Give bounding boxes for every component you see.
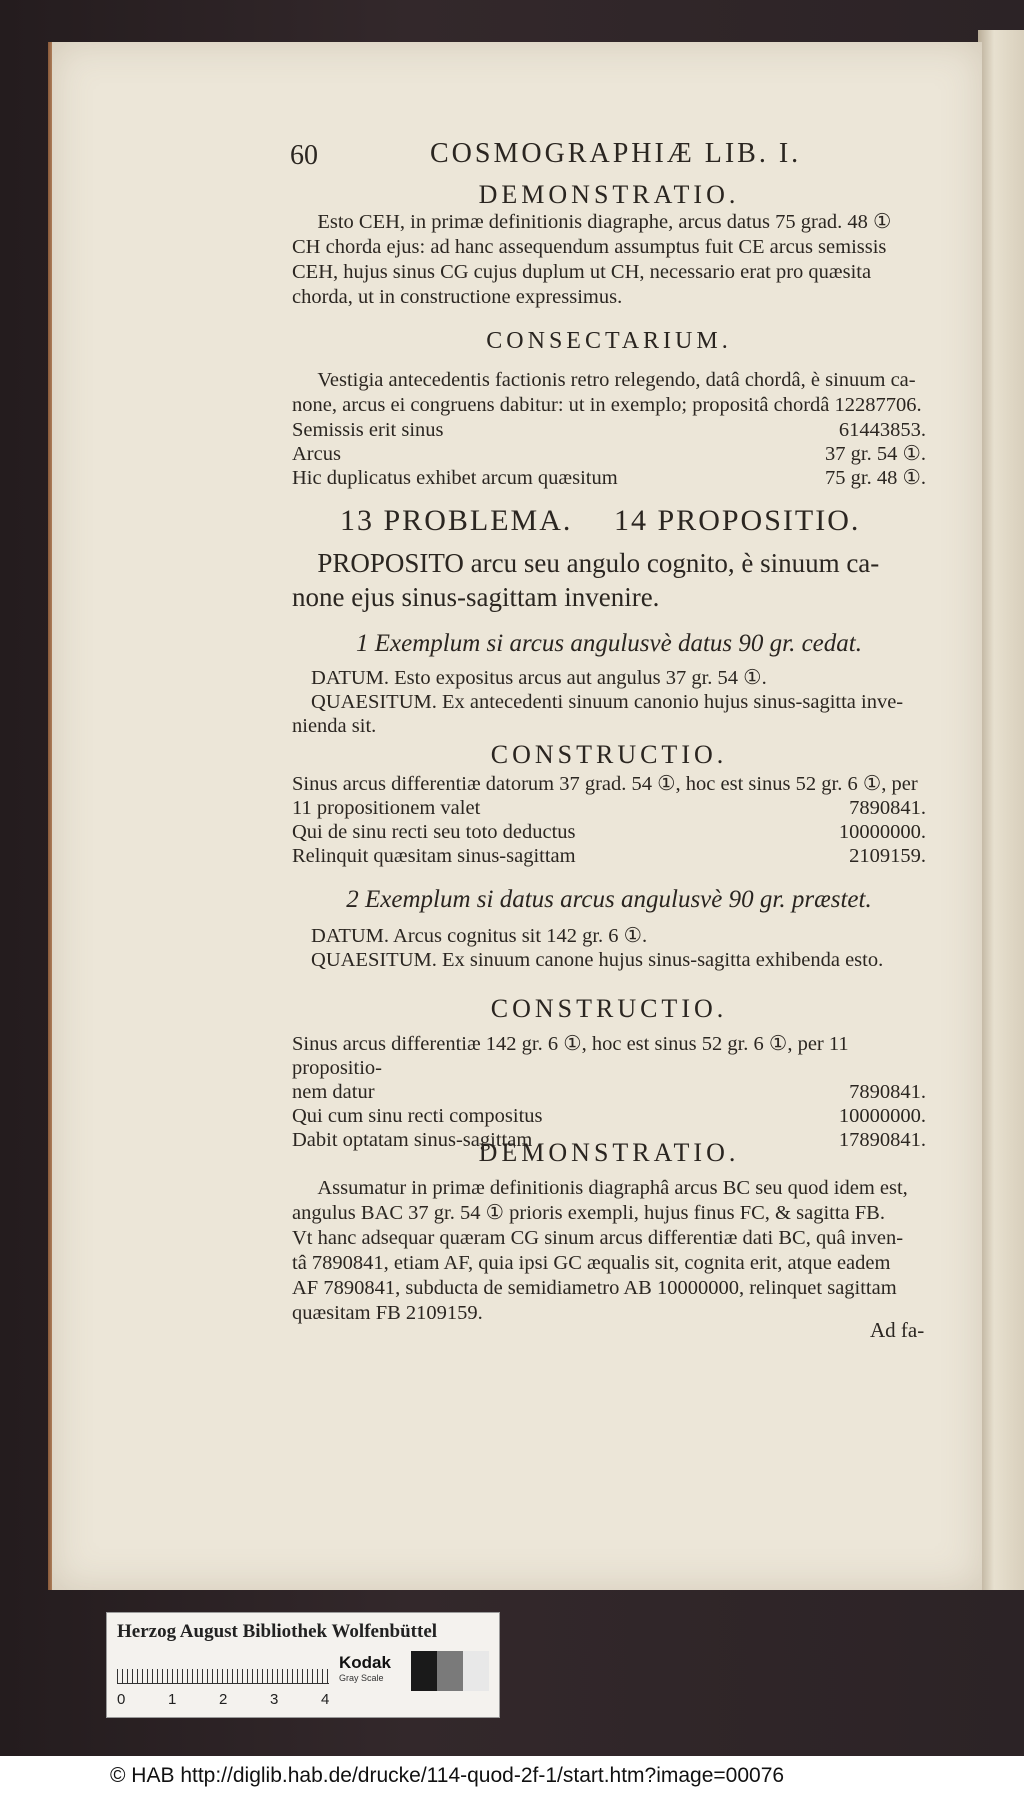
gray-patch-black	[411, 1651, 437, 1691]
demo1-line: chorda, ut in constructione expressimus.	[292, 286, 623, 308]
row-value: 10000000.	[838, 1105, 926, 1127]
consectarium-heading: CONSECTARIUM.	[486, 328, 732, 354]
constructio-body-1	[292, 772, 926, 868]
constructio-line: Sinus arcus differentiæ 142 gr. 6 ①, hoc est sinus 52 gr. 6 ①, per 11 propositio-	[292, 1033, 849, 1079]
library-name: Herzog August Bibliothek Wolfenbüttel	[117, 1621, 438, 1642]
proposito-statement	[292, 546, 926, 614]
catchword: Ad fa-	[870, 1318, 925, 1342]
page-number: 60	[290, 140, 318, 171]
constructio-row	[292, 820, 926, 844]
demo2-line: tâ 7890841, etiam AF, quia ipsi GC æqualis sit, cognita erit, atque eadem	[292, 1252, 891, 1274]
kodak-logo	[339, 1653, 399, 1689]
quaesitum-line: nienda sit.	[292, 715, 377, 737]
ruler-number: 1	[168, 1691, 177, 1708]
row-label: Hic duplicatus exhibet arcum quæsitum	[292, 467, 618, 489]
constructio-row	[292, 1080, 926, 1104]
propositio-title: 14 PROPOSITIO.	[614, 504, 861, 537]
ruler-number: 3	[270, 1691, 279, 1708]
row-value: 37 gr. 54 ①.	[825, 443, 926, 465]
row-label: 11 propositionem valet	[292, 797, 481, 819]
consectarium-row	[292, 442, 926, 466]
row-value: 10000000.	[838, 821, 926, 843]
color-scale-card	[106, 1612, 500, 1718]
row-label: nem datur	[292, 1081, 375, 1103]
example-2-heading: 2 Exemplum si datus arcus angulusvè 90 gr. præstet.	[346, 886, 872, 913]
example-2-body	[292, 924, 926, 972]
row-value: 17890841.	[838, 1129, 926, 1151]
demo2-line: Vt hanc adsequar quæram CG sinum arcus differentiæ dati BC, quâ inven-	[292, 1227, 904, 1249]
next-page-edge	[978, 30, 1024, 1590]
kodak-brand: Kodak	[339, 1653, 391, 1672]
constructio-line: Sinus arcus differentiæ datorum 37 grad. 54 ①, hoc est sinus 52 gr. 6 ①, per	[292, 773, 918, 795]
consectarium-row	[292, 418, 926, 442]
datum-line: DATUM. Esto expositus arcus aut angulus 37 gr. 54 ①.	[311, 667, 767, 689]
constructio-row	[292, 796, 926, 820]
constructio-row	[292, 1104, 926, 1128]
row-label: Arcus	[292, 443, 341, 465]
constructio-heading-1: CONSTRUCTIO.	[490, 740, 728, 769]
ruler-scale	[117, 1655, 329, 1684]
quaesitum-line: QUAESITUM. Ex antecedenti sinuum canonio hujus sinus-sagitta inve-	[311, 691, 904, 713]
ruler-number: 4	[321, 1691, 330, 1708]
running-title: COSMOGRAPHIÆ LIB. I.	[430, 138, 802, 169]
demonstratio-paragraph-2	[292, 1176, 926, 1326]
row-value: 61443853.	[838, 419, 926, 441]
row-label: Semissis erit sinus	[292, 419, 444, 441]
row-value: 75 gr. 48 ①.	[825, 467, 926, 489]
kodak-subtitle: Gray Scale	[339, 1673, 384, 1683]
proposito-line: none ejus sinus-sagittam invenire.	[292, 582, 660, 612]
constructio-heading-2: CONSTRUCTIO.	[490, 994, 728, 1023]
row-label: Qui cum sinu recti compositus	[292, 1105, 543, 1127]
demonstratio-heading-2: DEMONSTRATIO.	[478, 1138, 740, 1167]
demo1-line: Esto CEH, in primæ definitionis diagraphe, arcus datus 75 grad. 48 ①	[317, 211, 892, 233]
ruler-number: 2	[219, 1691, 228, 1708]
ruler-number: 0	[117, 1691, 126, 1708]
demonstratio-heading-1: DEMONSTRATIO.	[478, 180, 740, 209]
row-value: 7890841.	[849, 797, 926, 819]
problema-title: 13 PROBLEMA.	[340, 504, 573, 537]
consectarium-paragraph	[292, 368, 926, 490]
row-value: 2109159.	[849, 845, 926, 867]
datum-line: DATUM. Arcus cognitus sit 142 gr. 6 ①.	[311, 925, 648, 947]
quaesitum-line: QUAESITUM. Ex sinuum canone hujus sinus-sagitta exhibenda esto.	[311, 949, 884, 971]
example-1-body	[292, 666, 926, 738]
demo2-line: Assumatur in primæ definitionis diagraphâ arcus BC seu quod idem est,	[317, 1177, 908, 1199]
credit-bar	[0, 1756, 1024, 1796]
example-1-heading: 1 Exemplum si arcus angulusvè datus 90 gr. cedat.	[356, 630, 862, 657]
demo2-line: quæsitam FB 2109159.	[292, 1302, 483, 1324]
consectarium-line: Vestigia antecedentis factionis retro relegendo, datâ chordâ, è sinuum ca-	[317, 369, 916, 391]
demo2-line: AF 7890841, subducta de semidiametro AB 10000000, relinquet sagittam	[292, 1277, 897, 1299]
consectarium-line: none, arcus ei congruens dabitur: ut in exemplo; propositâ chordâ 12287706.	[292, 394, 922, 416]
constructio-body-2	[292, 1032, 926, 1152]
row-label: Qui de sinu recti seu toto deductus	[292, 821, 576, 843]
demonstratio-paragraph-1	[292, 210, 926, 310]
row-label: Relinquit quæsitam sinus-sagittam	[292, 845, 576, 867]
demo2-line: angulus BAC 37 gr. 54 ① prioris exempli, hujus finus FC, & sagitta FB.	[292, 1202, 885, 1224]
gray-patch-mid	[437, 1651, 463, 1691]
row-value: 7890841.	[849, 1081, 926, 1103]
gray-patch-white	[463, 1651, 489, 1691]
constructio-row	[292, 844, 926, 868]
row-label: Dabit optatam sinus-sagittam	[292, 1129, 533, 1151]
credit-link[interactable]: © HAB http://diglib.hab.de/drucke/114-quod-2f-1/start.htm?image=00076	[110, 1764, 785, 1787]
proposito-line: PROPOSITO arcu seu angulo cognito, è sinuum ca-	[317, 548, 880, 578]
demo1-line: CH chorda ejus: ad hanc assequendum assumptus fuit CE arcus semissis	[292, 236, 887, 258]
demo1-line: CEH, hujus sinus CG cujus duplum ut CH, necessario erat pro quæsita	[292, 261, 872, 283]
gray-scale-patches	[411, 1651, 489, 1691]
consectarium-row	[292, 466, 926, 490]
